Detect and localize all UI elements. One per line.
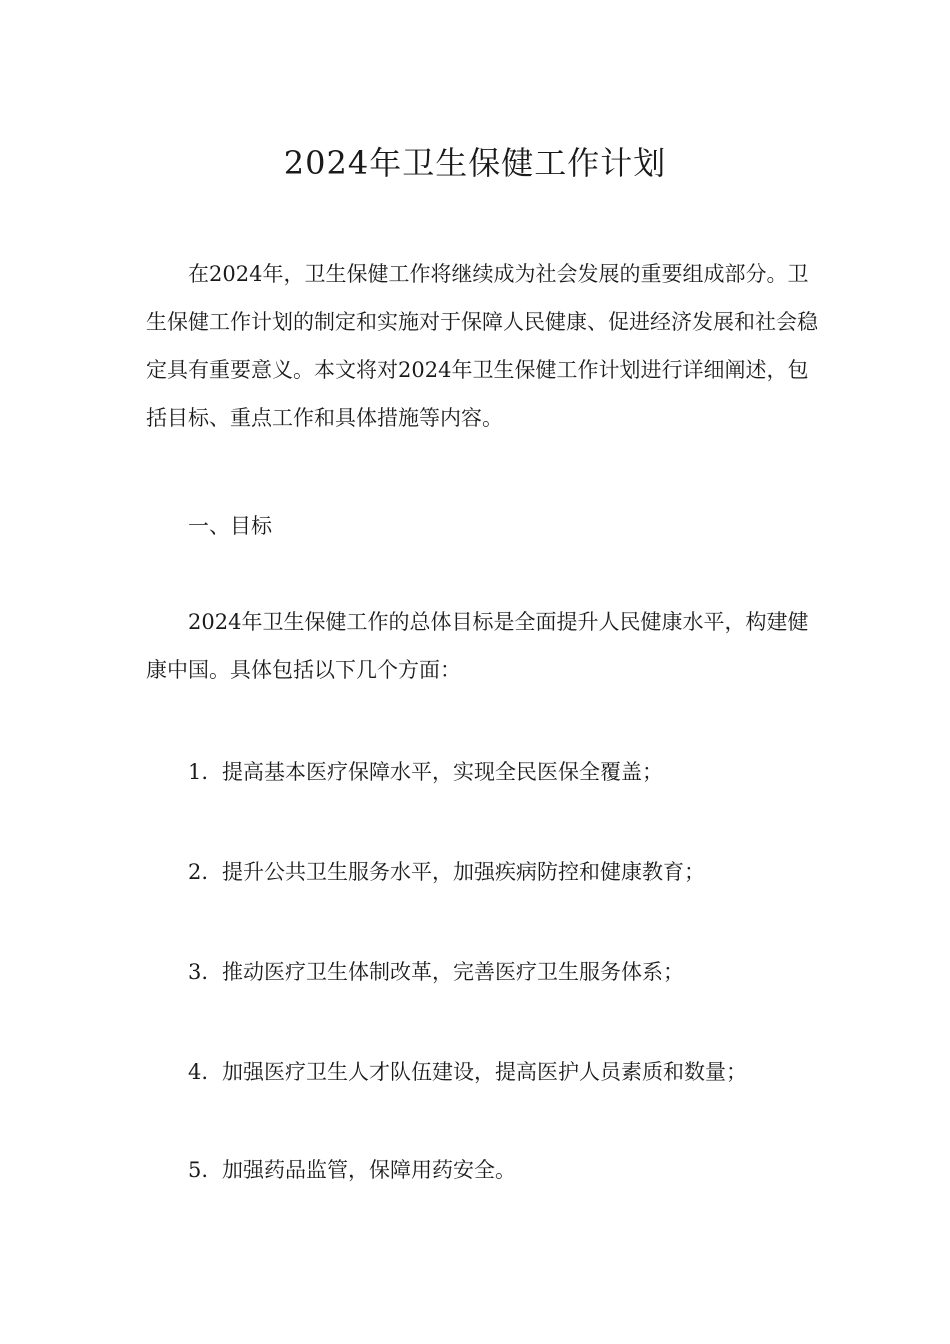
list-item-text: 推动医疗卫生体制改革，完善医疗卫生服务体系；	[222, 960, 684, 984]
list-item	[188, 748, 663, 796]
list-item-number: 1.	[188, 760, 209, 784]
list-item-number: 2.	[188, 860, 209, 884]
list-item-text: 加强药品监管，保障用药安全。	[222, 1158, 516, 1182]
list-item-text: 提升公共卫生服务水平，加强疾病防控和健康教育；	[222, 860, 705, 884]
section-heading-goals: 一、目标	[188, 514, 272, 538]
list-item-number: 5.	[188, 1158, 209, 1182]
document-title: 2024年卫生保健工作计划	[283, 144, 667, 182]
list-item-text: 加强医疗卫生人才队伍建设，提高医护人员素质和数量；	[222, 1060, 747, 1084]
list-item-number: 3.	[188, 960, 209, 984]
intro-paragraph: 在2024年，卫生保健工作将继续成为社会发展的重要组成部分。卫生保健工作计划的制定和实施对于保障人民健康、促进经济发展和社会稳定具有重要意义。本文将对2024年卫生保健工作计划进行详细阐述，包括目标、重点工作和具体措施等内容。	[146, 262, 818, 430]
list-item-text: 提高基本医疗保障水平，实现全民医保全覆盖；	[222, 760, 663, 784]
list-item	[188, 1048, 747, 1096]
list-item	[188, 948, 684, 996]
goal-paragraph: 2024年卫生保健工作的总体目标是全面提升人民健康水平，构建健康中国。具体包括以下几个方面：	[146, 610, 809, 682]
list-item	[188, 848, 705, 896]
list-item-number: 4.	[188, 1060, 209, 1084]
list-item	[188, 1146, 516, 1194]
